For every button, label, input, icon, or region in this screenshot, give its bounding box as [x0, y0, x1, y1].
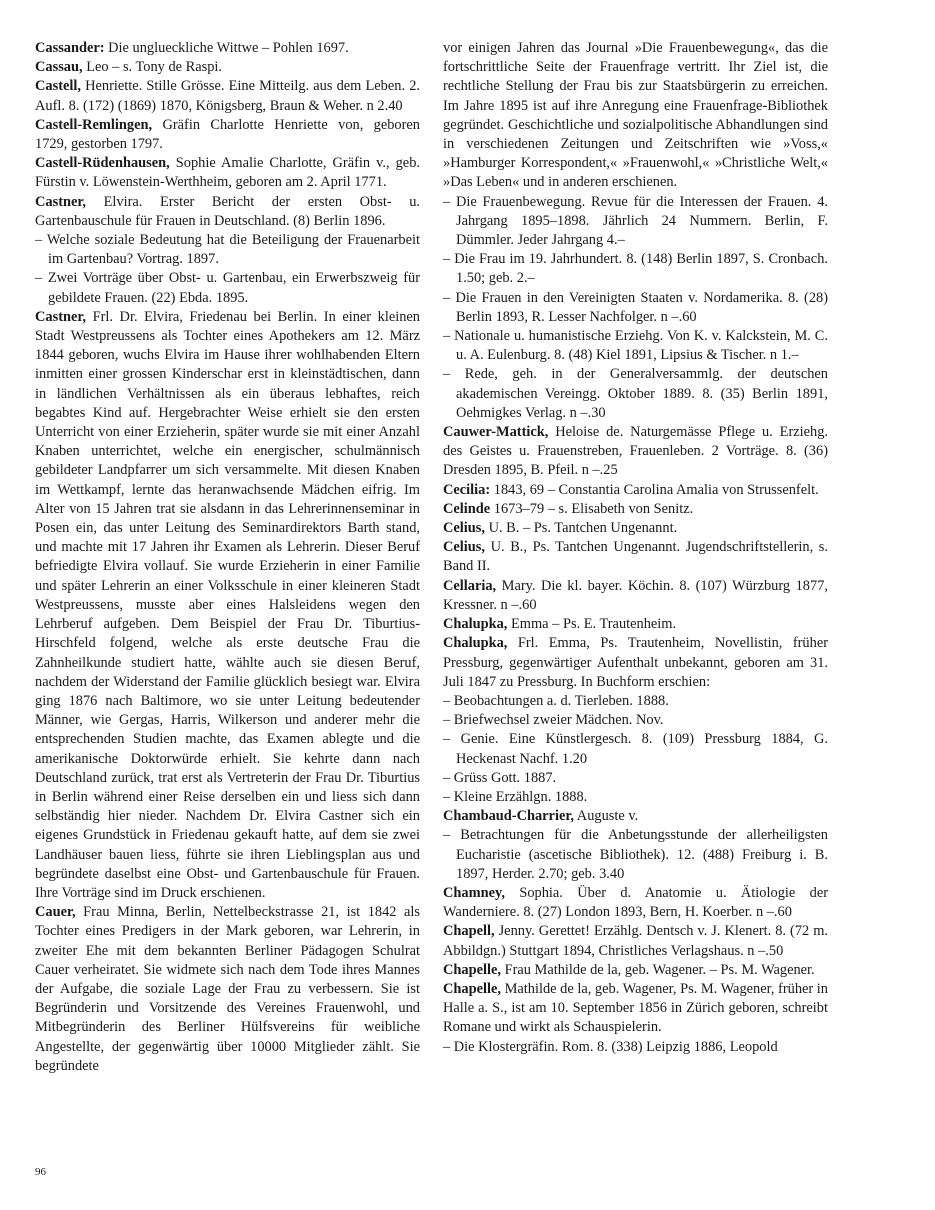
lexicon-entry: [443, 634, 828, 692]
sub-entry: [35, 231, 420, 269]
entry-text: Frau Minna, Berlin, Nettelbeckstrasse 21, ist 1842 als Tochter eines Predigers in der Mark geboren, war Lehrerin, in zweiter Ehe mit dem bekannten Berliner Pädagogen Schulrat Cauer verheiratet. Sie widmete sich nach dem Tode ihres Mannes der Aufgabe, die soziale Lage der Frau zu verbessern. Sie ist Begründerin und Vorsitzende des Vereines Frauenwohl, und Mitbegründerin des Berliner Hülfsvereins für weibliche Angestellte, der gegenwärtig über 10000 Mitglieder zählt. Sie begründete: [35, 904, 420, 1074]
entry-text: – Rede, geh. in der Generalversammlg. der deutschen akademischen Vereingg. Oktober 1889. 8. (35) Berlin 1891, Oehmigkes Verlag. n –.30: [443, 366, 828, 421]
entry-headword: Chamney,: [443, 884, 505, 901]
entry-text: Heloise de. Naturgemässe Pflege u. Erziehg. des Geistes u. Frauenstreben, Frauenleben. 2 Vorträge. 8. (36) Dresden 1895, B. Pfeil. n –.25: [443, 424, 828, 479]
entry-headword: Celius,: [443, 539, 485, 556]
entry-headword: Celius,: [443, 520, 485, 537]
sub-entry: [443, 769, 828, 788]
entry-text: Sophia. Über d. Anatomie u. Ätiologie der Wanderniere. 8. (27) London 1893, Bern, H. Koerber. n –.60: [443, 884, 828, 921]
entry-headword: Cauwer-Mattick,: [443, 424, 549, 441]
entry-headword: Castell-Rüdenhausen,: [35, 155, 170, 172]
entry-text: Jenny. Gerettet! Erzählg. Dentsch v. J. Klenert. 8. (72 m. Abbildgn.) Stuttgart 1894, Christliches Verlagshaus. n –.50: [443, 923, 828, 959]
entry-text: – Grüss Gott. 1887.: [443, 769, 557, 786]
lexicon-entry: [443, 922, 828, 960]
lexicon-entry: [35, 154, 420, 192]
entry-text: – Welche soziale Bedeutung hat die Beteiligung der Frauenarbeit im Gartenbau? Vortrag. 1897.: [35, 232, 420, 268]
entry-text: 1673–79 – s. Elisabeth von Senitz.: [490, 500, 694, 517]
entry-headword: Chalupka,: [443, 616, 508, 633]
lexicon-entry: [443, 481, 828, 500]
entry-headword: Cassau,: [35, 59, 83, 76]
lexicon-entry: [443, 980, 828, 1038]
lexicon-entry: [443, 884, 828, 922]
entry-headword: Castell-Remlingen,: [35, 116, 153, 133]
entry-text: – Zwei Vorträge über Obst- u. Gartenbau, ein Erwerbszweig für gebildete Frauen. (22) Ebda. 1895.: [35, 270, 420, 306]
entry-text: Die unglueckliche Wittwe – Pohlen 1697.: [104, 40, 349, 56]
sub-entry: [443, 327, 828, 365]
right-column: [443, 39, 828, 1057]
entry-text: Frl. Emma, Ps. Trautenheim, Novellistin, früher Pressburg, gegenwärtiger Aufenthalt unbekannt, geboren am 31. Juli 1847 zu Pressburg. In Buchform erschien:: [443, 635, 828, 690]
entry-text: Leo – s. Tony de Raspi.: [82, 59, 223, 76]
lexicon-entry: [35, 58, 420, 77]
entry-headword: Celinde: [443, 500, 491, 517]
lexicon-entry: [35, 39, 420, 58]
entry-headword: Chambaud-Charrier,: [443, 808, 574, 825]
lexicon-entry: [443, 423, 828, 481]
entry-text: – Genie. Eine Künstlergesch. 8. (109) Pressburg 1884, G. Heckenast Nachf. 1.20: [443, 731, 828, 767]
lexicon-entry: [443, 961, 828, 980]
sub-entry: [443, 289, 828, 327]
lexicon-entry: [35, 77, 420, 115]
entry-headword: Castner,: [35, 308, 87, 325]
entry-headword: Castell,: [35, 78, 81, 95]
entry-text: – Nationale u. humanistische Erziehg. Von K. v. Kalckstein, M. C. u. A. Eulenburg. 8. (48) Kiel 1891, Lipsius & Tischer. n 1.–: [443, 328, 828, 364]
entry-text: Auguste v.: [574, 808, 639, 825]
entry-text: Henriette. Stille Grösse. Eine Mitteilg. aus dem Leben. 2. Aufl. 8. (172) (1869) 1870, Königsberg, Braun & Weher. n 2.40: [35, 78, 420, 114]
entry-text: Frl. Dr. Elvira, Friedenau bei Berlin. In einer kleinen Stadt Westpreussens als Tochter eines Apothekers am 12. März 1844 geboren, wuchs Elvira im Hause ihrer wohlhabenden Eltern inmitten einer grossen Kinderschar erst in kleinstädtischen, dann in ländlichen Verhältnissen als ein überaus lebhaftes, reich begabtes Kind auf. Hergebrachter Weise erhielt sie den ersten Unterricht von einer Erzieherin, später wurde sie mit einer Anzahl Knaben unterrichtet, welche ein energischer, schulmännisch gebildeter Landpfarrer um sich versammelte. Mit diesen Knaben im Wettkampf, lernte das heranwachsende Mädchen eifrig. Im Alter von 15 Jahren trat sie alsdann in das Lehrerinnenseminar in Posen ein, das unter Leitung des Seminardirektors Barth stand, und machte mit 17 Jahren ihr Examen als Lehrerin. Dieser Beruf befriedigte Elvira vollauf. Sie wurde Erzieherin in einer Familie und später Lehrerin an einer Volksschule in einer kleineren Stadt Westpreussens, musste aber eines Halsleidens wegen den Lehrberuf aufgeben. Dem Beispiel der Frau Dr. Tiburtius-Hirschfeld folgend, welche als erste deutsche Frau die Zahnheilkunde studiert hatte, wählte auch sie diesen Beruf, nachdem der Widerstand der Familie glücklich besiegt war. Elvira ging 1876 nach Baltimore, wo sie unter Leitung bedeutender Männer, wie Gergas, Harris, Wilkerson und anderer mehr die entsprechenden Studien machte, das Examen ablegte und die amerikanische Doktorwürde erhielt. Sie kehrte dann nach Deutschland zurück, trat erst als Vertreterin der Frau Dr. Tiburtius in Berlin während einer Reise derselben ein und liess sich dann selbständig hier nieder. Nachdem Dr. Elvira Castner sich ein eigenes Grundstück in Friedenau gekauft hatte, auf dem sie zwei Landhäuser bauen liess, führte sie ihren Lieblingsplan aus und begründete daselbst eine Obst- und Gartenbauschule für Frauen. Ihre Vorträge sind im Druck erschienen.: [35, 308, 420, 901]
entry-text: 1843, 69 – Constantia Carolina Amalia von Strussenfelt.: [490, 481, 819, 498]
sub-entry: [443, 788, 828, 807]
lexicon-entry: [443, 538, 828, 576]
entry-text: – Die Klostergräfin. Rom. 8. (338) Leipzig 1886, Leopold: [443, 1038, 778, 1055]
entry-headword: Castner,: [35, 193, 87, 210]
entry-headword: Cellaria,: [443, 577, 497, 594]
sub-entry: [443, 711, 828, 730]
lexicon-entry: [35, 308, 420, 903]
entry-text: Sophie Amalie Charlotte, Gräfin v., geb. Fürstin v. Löwenstein-Werthheim, geboren am 2. April 1771.: [35, 155, 420, 191]
entry-text: vor einigen Jahren das Journal »Die Frauenbewegung«, das die fortschrittliche Seite der Frauenfrage vertritt. Ihr Ziel ist, die rechtliche Stellung der Frau bis zur Staatsbürgerin zu erreichen. Im Jahre 1895 ist auf ihre Anregung eine Frauenfrage-Bibliothek gegründet. Geschichtliche und sozialpolitische Abhandlungen sind in verschiedenen Zeitungen und Zeitschriften wie »Voss,« »Hamburger Korrespondent,« »Frauenwohl,« »Christliche Welt,« »Das Leben« und in anderen erschienen.: [443, 40, 828, 191]
sub-entry: [443, 730, 828, 768]
sub-entry: [443, 692, 828, 711]
entry-headword: Chalupka,: [443, 635, 508, 652]
entry-text: – Betrachtungen für die Anbetungsstunde der allerheiligsten Eucharistie (ascetische Bibliothek). 12. (488) Freiburg i. B. 1897, Herder. 2.70; geb. 3.40: [443, 827, 828, 882]
lexicon-entry: [443, 519, 828, 538]
entry-text: Frau Mathilde de la, geb. Wagener. – Ps. M. Wagener.: [500, 961, 815, 978]
entry-headword: Cassander:: [35, 40, 105, 56]
entry-headword: Chapelle,: [443, 961, 501, 978]
entry-headword: Cauer,: [35, 904, 76, 921]
sub-entry: [443, 193, 828, 251]
lexicon-entry: [35, 116, 420, 154]
lexicon-entry: [443, 615, 828, 634]
lexicon-entry: [35, 193, 420, 231]
lexicon-entry: [443, 39, 828, 193]
lexicon-entry: [443, 577, 828, 615]
entry-text: – Die Frauen in den Vereinigten Staaten v. Nordamerika. 8. (28) Berlin 1893, R. Lesser Nachfolger. n –.60: [443, 289, 828, 325]
left-column: [35, 39, 420, 1076]
entry-headword: Chapelle,: [443, 980, 501, 997]
entry-text: – Briefwechsel zweier Mädchen. Nov.: [443, 712, 664, 729]
sub-entry: [443, 365, 828, 423]
entry-text: U. B. – Ps. Tantchen Ungenannt.: [484, 520, 678, 537]
sub-entry: [443, 1038, 828, 1057]
page-number: 96: [35, 1166, 46, 1178]
entry-text: – Die Frauenbewegung. Revue für die Interessen der Frauen. 4. Jahrgang 1895–1898. Jährlich 24 Nummern. Berlin, F. Dümmler. Jeder Jahrgang 4.–: [443, 193, 828, 249]
entry-text: – Kleine Erzählgn. 1888.: [443, 788, 588, 805]
entry-headword: Chapell,: [443, 923, 495, 940]
entry-text: – Die Frau im 19. Jahrhundert. 8. (148) Berlin 1897, S. Cronbach. 1.50; geb. 2.–: [443, 251, 828, 287]
entry-text: Emma – Ps. E. Trautenheim.: [507, 616, 677, 633]
entry-text: – Beobachtungen a. d. Tierleben. 1888.: [443, 692, 669, 709]
lexicon-entry: [35, 903, 420, 1076]
lexicon-entry: [443, 807, 828, 826]
entry-text: U. B., Ps. Tantchen Ungenannt. Jugendschriftstellerin, s. Band II.: [443, 539, 828, 575]
entry-text: Elvira. Erster Bericht der ersten Obst- u. Gartenbauschule für Frauen in Deutschland. (8) Berlin 1896.: [35, 193, 420, 229]
sub-entry: [443, 250, 828, 288]
entry-headword: Cecilia:: [443, 481, 491, 498]
entry-text: Gräfin Charlotte Henriette von, geboren 1729, gestorben 1797.: [35, 116, 420, 153]
entry-text: Mathilde de la, geb. Wagener, Ps. M. Wagener, früher in Halle a. S., ist am 10. September 1856 in Zürich geboren, schreibt Romane und wirkt als Schauspielerin.: [443, 980, 828, 1036]
entry-text: Mary. Die kl. bayer. Köchin. 8. (107) Würzburg 1877, Kressner. n –.60: [443, 577, 828, 613]
sub-entry: [35, 269, 420, 307]
sub-entry: [443, 826, 828, 884]
lexicon-entry: [443, 500, 828, 519]
